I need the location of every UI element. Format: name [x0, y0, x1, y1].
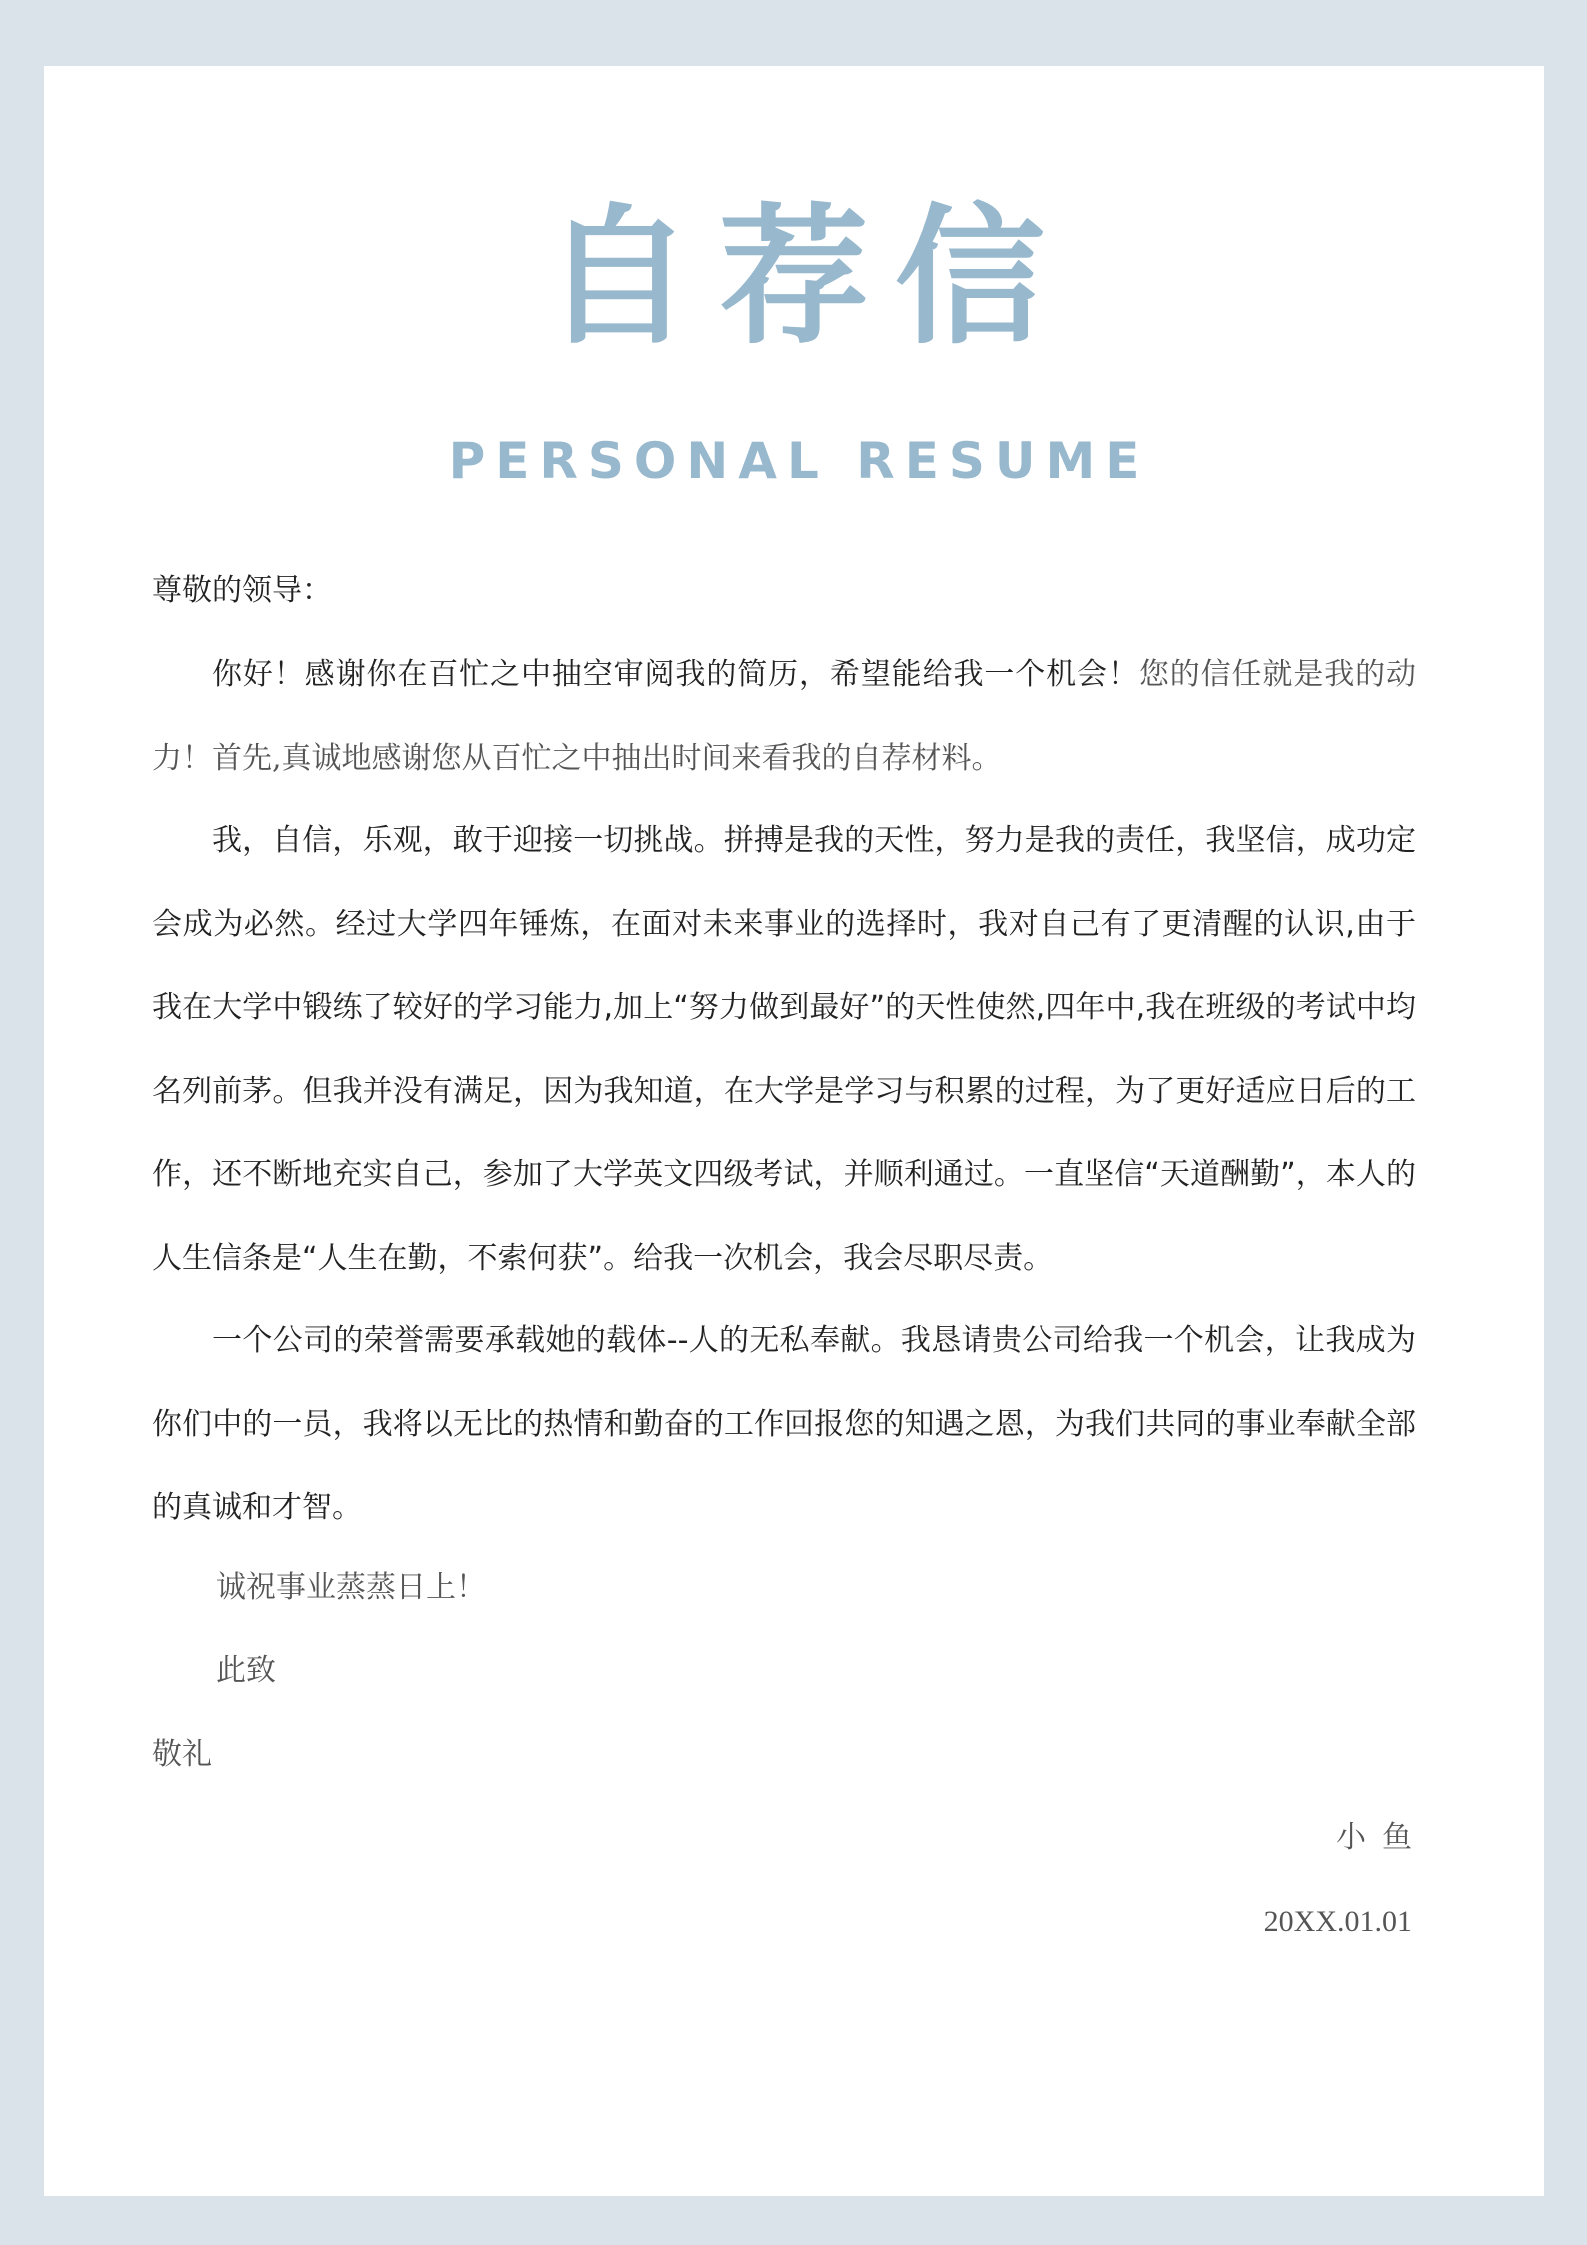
page-subtitle: PERSONAL RESUME — [448, 432, 1150, 490]
letter-page — [44, 66, 1544, 2196]
closing-respect: 敬礼 — [152, 1737, 212, 1772]
page-title: 自荐信 — [542, 191, 1071, 365]
signature-name: 小鱼 — [1336, 1820, 1428, 1855]
letter-paragraph-3: 一个公司的荣誉需要承载她的载体--人的无私奉献。我恳请贵公司给我一个机会，让我成为你们中的一员，我将以无比的热情和勤奋的工作回报您的知遇之恩，为我们共同的事业奉献全部的真诚和才智。 — [152, 1323, 1416, 1525]
signature-date: 20XX.01.01 — [1263, 1905, 1412, 1938]
closing-wish: 诚祝事业蒸蒸日上！ — [216, 1570, 486, 1605]
closing-salutation: 此致 — [216, 1653, 276, 1688]
letter-paragraph-2: 我，自信，乐观，敢于迎接一切挑战。拼搏是我的天性，努力是我的责任，我坚信，成功定会成为必然。经过大学四年锤炼，在面对未来事业的选择时，我对自己有了更清醒的认识,由于我在大学中锻练了较好的学习能力,加上“努力做到最好”的天性使然,四年中,我在班级的考试中均名列前茅。但我并没有满足，因为我知道，在大学是学习与积累的过程，为了更好适应日后的工作，还不断地充实自己，参加了大学英文四级考试，并顺利通过。一直坚信“天道酬勤”，本人的人生信条是“人生在勤，不索何获”。给我一次机会，我会尽职尽责。 — [152, 823, 1416, 1276]
paragraph-1-serif-part: 您的信任就是我的动力！首先,真诚地感谢您从百忙之中抽出时间来看我的自荐材料。 — [152, 657, 1417, 776]
paragraph-1-sans-part: 你好！感谢你在百忙之中抽空审阅我的简历，希望能给我一个机会！ — [212, 657, 1139, 692]
letter-paragraph-1 — [152, 633, 1416, 800]
letter-greeting: 尊敬的领导： — [152, 573, 332, 608]
